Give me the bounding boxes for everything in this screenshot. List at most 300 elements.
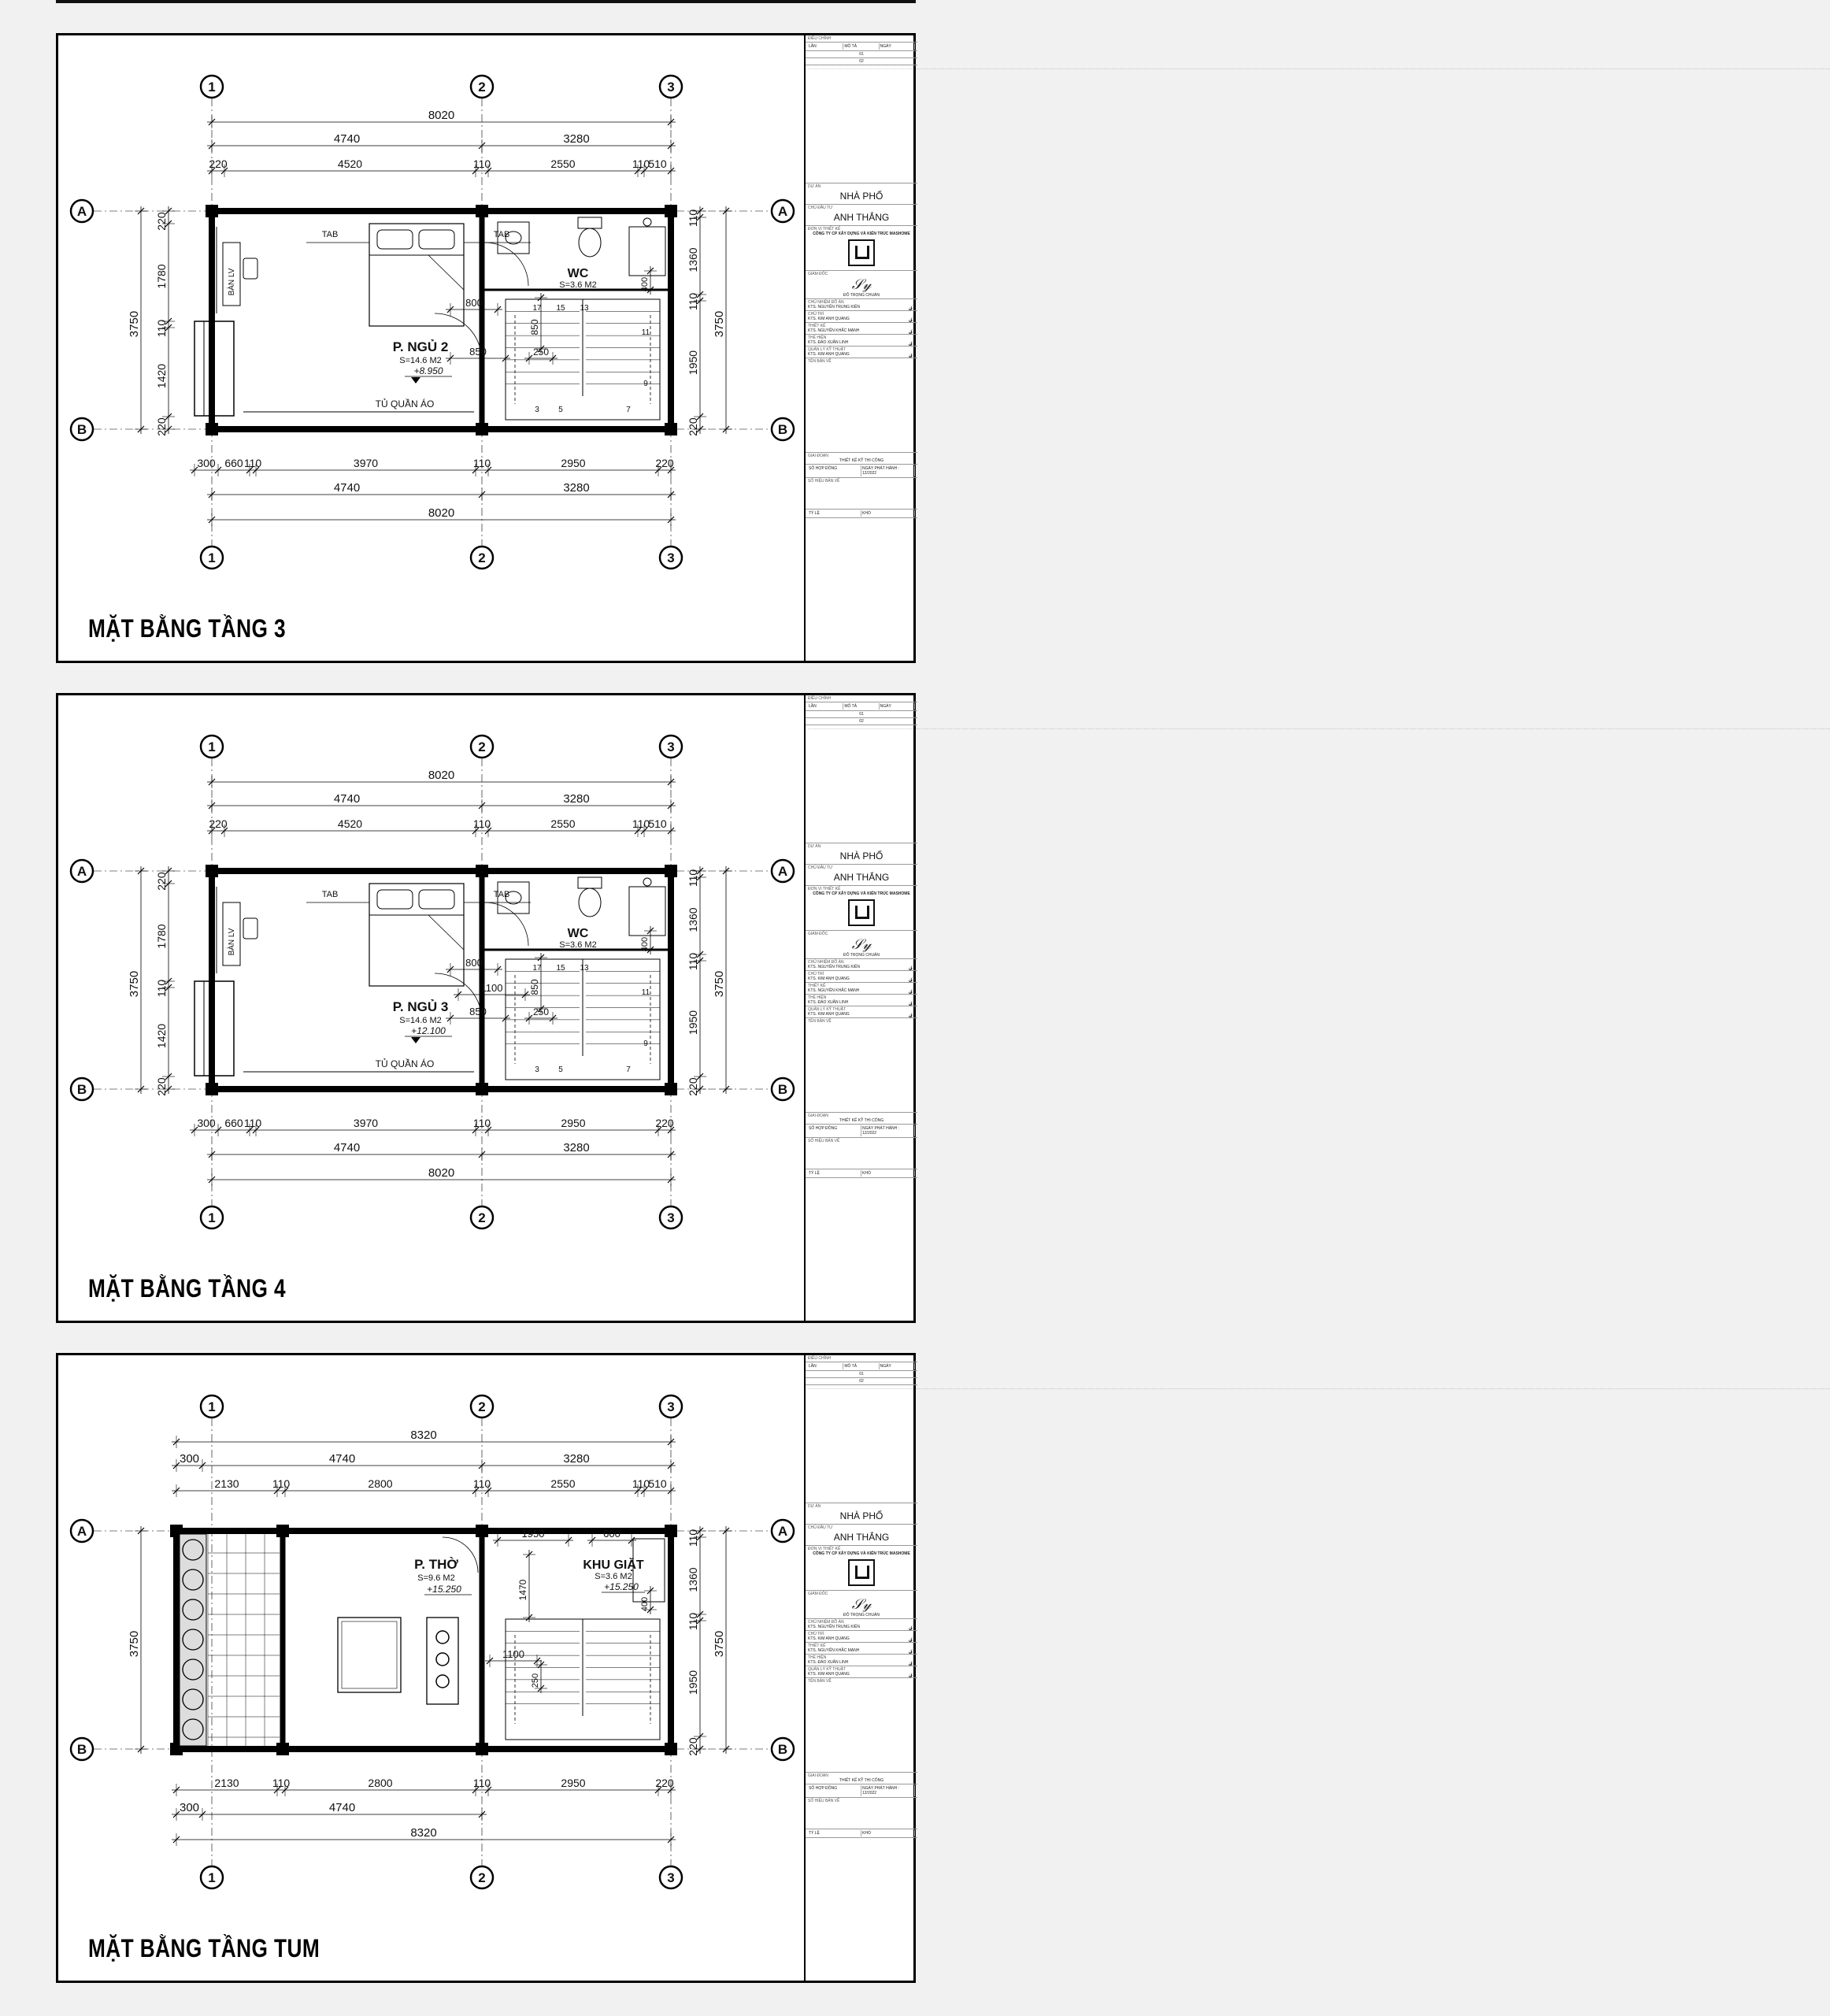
dimension-label: 2950 [561,457,586,469]
dimension-label: 3970 [353,457,379,469]
role-name: KTS. KIM ANH QUANG [808,352,850,357]
dimension-label: 110 [687,1529,699,1547]
dimension-label: 110 [687,1612,699,1631]
dimension-label: 800 [465,957,483,969]
role-label: QUẢN LÝ KỸ THUẬT [808,347,846,352]
dimension-label: 850 [469,1006,487,1017]
drawing-label: TÊN BẢN VẼ [808,359,832,364]
column [206,1083,218,1095]
role-name: KTS. NGUYỄN KHẮC MẠNH [808,988,860,993]
role-label: CHỦ TRÌ [808,972,824,976]
dimension-label: 1950 [687,1670,699,1695]
dimension-label: 4740 [333,481,361,495]
role-name: KTS. NGUYỄN KHẮC MẠNH [808,328,860,333]
stage-value: THIẾT KẾ KỸ THI CÔNG [839,1118,884,1123]
dimension-label: 1950 [687,1010,699,1036]
signature-icon: 𝓈 [908,984,913,997]
role-name: KTS. KIM ANH QUANG [808,317,850,321]
sheet-label: KHỔ [861,510,915,517]
dimension-label: 300 [179,1801,200,1814]
dimension-label: 3280 [563,792,590,806]
level-marker-icon [411,377,420,384]
role-name: KTS. NGUYỄN TRUNG KIÊN [808,305,861,309]
dimension-label: 3750 [128,310,141,338]
stair-number: 11 [641,328,650,337]
contract-label: SỐ HỢP ĐỒNG [808,1785,861,1796]
role-name: KTS. ĐÀO XUÂN LINH [808,1000,849,1005]
owner-label: CHỦ ĐẦU TƯ [808,206,833,210]
stair-number: 15 [556,304,565,313]
dimension-label: 220 [655,1777,674,1789]
revision-label: ĐIỀU CHỈNH [806,1355,917,1362]
shower-head [643,878,651,886]
bed-fold [428,255,464,290]
incense-icon [436,1653,449,1666]
column [206,205,218,217]
incense-icon [436,1675,449,1688]
company-name: CÔNG TY CP XÂY DỰNG VÀ KIẾN TRÚC MASHOME [813,891,910,896]
issue-date: NGÀY PHÁT HÀNH : 12/2022 [861,465,915,476]
role-name: KTS. KIM ANH QUANG [808,1672,850,1677]
contract-label: SỐ HỢP ĐỒNG [808,1125,861,1136]
sheetno-label: SỐ HIỆU BẢN VẼ [808,479,840,484]
dimension-label: 220 [209,817,228,830]
stage-value: THIẾT KẾ KỸ THI CÔNG [839,458,884,463]
wc-name: WC [567,927,589,940]
stair-number: 3 [535,406,539,414]
dimension-label: 1780 [155,264,168,289]
dimension-label: 2550 [550,817,576,830]
rev-row: 02 [806,718,917,725]
dimension-label: 220 [687,1077,699,1096]
project-name: NHÀ PHỐ [839,1510,884,1521]
stair-number: 5 [558,406,563,414]
dimension-label: 300 [197,457,216,469]
column [276,1525,289,1537]
sheet-floor-3 [56,33,1830,663]
axis-label: 1 [208,550,216,565]
dimension-label: 1470 [517,1579,528,1601]
desk-label: BÀN LV [228,268,236,296]
desk-label: BÀN LV [228,928,236,956]
dimension-label: 110 [243,1117,262,1129]
axis-label: A [76,1524,87,1539]
role-label: THỂ HIỆN [808,335,827,340]
stair-number: 17 [532,304,542,313]
rev-row: 01 [806,51,917,58]
role-label: CHỦ NHIỆM ĐỒ ÁN [808,300,844,305]
axis-label: B [76,1742,87,1757]
dimension-label: 400 [640,936,650,952]
dimension-label: 1950 [521,1528,545,1540]
room-area: S=14.6 M2 [399,1016,442,1025]
dimension-label: 1100 [480,982,503,994]
plan-title: MẶT BẰNG TẦNG 3 [88,614,287,643]
sheet-floor-4 [56,693,1830,1323]
director-label: GIÁM ĐỐC [808,932,828,936]
dimension-label: 3280 [563,132,590,146]
pillow [419,890,454,909]
rev-row: 01 [806,1371,917,1378]
issue-date: NGÀY PHÁT HÀNH : 12/2022 [861,1125,915,1136]
exterior-wall [212,871,671,1089]
notes-block: ................................................................................................................................................................................................................................................................................................................................................................................................................................................................................................................................................................................................................................................................................................................................................................................................................................................................................................................................................................................................................................................................................................................................................................................................................ [806,65,917,183]
signature-icon: 𝒮𝓎 [851,276,872,293]
title-block [804,35,1830,661]
column [476,423,488,435]
role-label: QUẢN LÝ KỸ THUẬT [808,1667,846,1672]
rev-col: NGÀY [880,703,915,710]
column [476,1743,488,1755]
side-table-label: TAB [321,230,339,239]
axis-label: B [76,1082,87,1097]
project-label: DỰ ÁN [808,184,821,189]
bed-fold [428,915,464,950]
dimension-label: 510 [648,1477,667,1490]
column [276,1743,289,1755]
room-level: +8.950 [413,365,443,376]
dimension-label: 110 [687,209,699,228]
designer-label: ĐƠN VỊ THIẾT KẾ [808,887,841,891]
dimension-label: 220 [655,457,674,469]
dimension-label: 4740 [328,1801,356,1814]
side-table-label: TAB [493,890,510,899]
role-name: KTS. KIM ANH QUANG [808,1012,850,1017]
ratio-label: TỶ LỆ [808,1170,861,1177]
rev-col: MÔ TẢ [843,1363,879,1369]
dimension-label: 4520 [337,817,363,830]
signature-icon: 𝓈 [908,1668,913,1681]
notes-block: ................................................................................................................................................................................................................................................................................................................................................................................................................................................................................................................................................................................................................................................................................................................................................................................................................................................................................................................................................................................................................................................................................................................................................................................................................ [806,1385,917,1503]
project-label: DỰ ÁN [808,844,821,849]
pillow [419,230,454,249]
axis-label: 2 [478,739,486,754]
role-row [806,1643,917,1655]
floor-plan-drawing [58,1355,913,1981]
stage-label: GIAI ĐOẠN [808,1773,828,1778]
stair-number: 9 [643,1040,648,1048]
dimension-label: 800 [465,297,483,309]
role-row [806,346,917,361]
role-row [806,1619,917,1631]
wc-area: S=3.6 M2 [559,280,597,290]
signature-icon: 𝒮𝓎 [851,936,872,953]
planter [180,1534,206,1746]
dimension-label: 2130 [214,1777,239,1789]
rev-col: MÔ TẢ [843,703,879,710]
director-name: ĐỖ TRỌNG CHUẨN [843,293,880,298]
sheet-floor-tum [56,1353,1830,1983]
role-row [806,335,917,349]
pillow [377,890,413,909]
role-row [806,959,917,971]
axis-label: 3 [667,1399,675,1414]
axis-label: 3 [667,1210,675,1225]
signature-icon: 𝓈 [908,961,913,973]
axis-label: A [777,1524,788,1539]
dimension-label: 1360 [687,247,699,272]
axis-label: B [76,422,87,437]
stair-number: 7 [626,1065,631,1074]
project-label: DỰ ÁN [808,1504,821,1509]
issue-date: NGÀY PHÁT HÀNH : 12/2022 [861,1785,915,1796]
signature-icon: 𝓈 [908,324,913,337]
dimension-label: 4740 [328,1452,356,1466]
dimension-label: 8320 [410,1826,437,1840]
dimension-label: 3280 [563,481,590,495]
side-table-label: TAB [321,890,339,899]
company-logo-icon [848,1559,875,1586]
role-row [806,1666,917,1681]
column [206,423,218,435]
axis-label: A [777,864,788,879]
revision-label: ĐIỀU CHỈNH [806,35,917,43]
column [665,205,677,217]
dimension-label: 3970 [353,1117,379,1129]
axis-label: 2 [478,1210,486,1225]
wc-area: S=3.6 M2 [559,940,597,950]
role-row [806,299,917,311]
chair [243,258,257,279]
column [665,1525,677,1537]
dimension-label: 110 [472,1117,491,1129]
axis-label: 2 [478,80,486,94]
dimension-label: 300 [197,1117,216,1129]
stage-value: THIẾT KẾ KỸ THI CÔNG [839,1778,884,1783]
laundry-area: S=3.6 M2 [595,1572,632,1581]
dimension-label: 600 [603,1528,620,1540]
role-name: KTS. KIM ANH QUANG [808,1636,850,1641]
axis-label: B [777,1082,788,1097]
dimension-label: 110 [243,457,262,469]
contract-label: SỐ HỢP ĐỒNG [808,465,861,476]
axis-label: A [76,204,87,219]
sheet-label: KHỔ [861,1830,915,1836]
dimension-label: 220 [155,1077,168,1096]
signature-icon: 𝓈 [908,313,913,325]
stair-number: 9 [643,380,648,388]
director-name: ĐỖ TRỌNG CHUẨN [843,1613,880,1618]
room-area: S=14.6 M2 [399,356,442,365]
room-level: +12.100 [411,1025,446,1036]
owner-label: CHỦ ĐẦU TƯ [808,865,833,870]
axis-label: 3 [667,1870,675,1885]
shower [629,227,665,276]
role-label: THIẾT KẾ [808,1644,826,1648]
axis-label: A [777,204,788,219]
dimension-label: 1420 [155,363,168,389]
room-level: +15.250 [427,1584,461,1595]
role-name: KTS. NGUYỄN TRUNG KIÊN [808,1625,861,1629]
dimension-label: 110 [155,319,168,338]
axis-label: A [76,864,87,879]
column [476,1083,488,1095]
dimension-label: 110 [632,1477,650,1490]
dimension-label: 110 [272,1777,291,1789]
dimension-label: 4740 [333,1141,361,1154]
director-name: ĐỖ TRỌNG CHUẨN [843,953,880,958]
designer-label: ĐƠN VỊ THIẾT KẾ [808,227,841,232]
dimension-label: 110 [472,817,491,830]
side-table-label: TAB [493,230,510,239]
dimension-label: 110 [272,1477,291,1490]
dimension-label: 8020 [428,109,455,122]
dimension-label: 110 [472,1777,491,1789]
signature-icon: 𝓈 [908,1632,913,1645]
role-row [806,971,917,983]
signature-icon: 𝓈 [908,1656,913,1669]
dimension-label: 510 [648,158,667,170]
stair-number: 15 [556,964,565,973]
axis-label: 1 [208,80,216,94]
dimension-label: 1950 [687,350,699,376]
laundry-level: +15.250 [604,1581,639,1592]
company-name: CÔNG TY CP XÂY DỰNG VÀ KIẾN TRÚC MASHOME [813,1551,910,1556]
dimension-label: 1420 [155,1023,168,1049]
dimension-label: 3750 [713,970,726,998]
dimension-label: 3750 [128,970,141,998]
signature-icon: 𝓈 [908,301,913,313]
plan-title: MẶT BẰNG TẦNG 4 [88,1274,287,1303]
signature-icon: 𝓈 [908,973,913,985]
altar-table-inner [342,1621,397,1688]
axis-label: 3 [667,739,675,754]
dimension-label: 300 [179,1452,200,1466]
chair [243,918,257,939]
shower-head [643,218,651,226]
stair-number: 13 [580,964,589,973]
owner-label: CHỦ ĐẦU TƯ [808,1525,833,1530]
door-swing [485,243,528,286]
wardrobe-label: TỦ QUẦN ÁO [375,398,435,410]
signature-icon: 𝓈 [908,348,913,361]
dimension-label: 110 [632,817,650,830]
role-label: CHỦ NHIỆM ĐỒ ÁN [808,1620,844,1625]
owner-name: ANH THẮNG [833,212,890,223]
signature-icon: 𝓈 [908,1008,913,1021]
role-name: KTS. ĐÀO XUÂN LINH [808,1660,849,1665]
company-name: CÔNG TY CP XÂY DỰNG VÀ KIẾN TRÚC MASHOME [813,232,910,236]
dimension-label: 850 [529,319,540,335]
dimension-label: 8020 [428,769,455,782]
dimension-label: 850 [469,346,487,358]
wardrobe-label: TỦ QUẦN ÁO [375,1058,435,1069]
director-label: GIÁM ĐỐC [808,1592,828,1596]
rev-col: LẦN [808,1363,843,1369]
axis-label: 1 [208,1210,216,1225]
role-label: QUẢN LÝ KỸ THUẬT [808,1007,846,1012]
axis-label: 3 [667,80,675,94]
title-block [804,695,1830,1321]
sheetno-label: SỐ HIỆU BẢN VẼ [808,1139,840,1143]
altar-table [338,1618,401,1692]
rev-col: NGÀY [880,43,915,50]
stair-number: 5 [558,1065,563,1074]
axis-label: B [777,422,788,437]
laundry-name: KHU GIẶT [583,1558,644,1572]
stage-label: GIAI ĐOẠN [808,1114,828,1118]
dimension-label: 8320 [410,1429,437,1442]
dimension-label: 850 [529,979,540,995]
column [476,1525,488,1537]
dimension-label: 220 [655,1117,674,1129]
dimension-label: 220 [687,417,699,436]
shower [629,887,665,936]
dimension-label: 2550 [550,158,576,170]
dimension-label: 2550 [550,1477,576,1490]
stair-number: 3 [535,1065,539,1074]
signature-icon: 𝒮𝓎 [851,1596,872,1613]
dimension-label: 1100 [502,1648,524,1660]
stair-number: 7 [626,406,631,414]
sheet-label: KHỔ [861,1170,915,1177]
dimension-label: 220 [155,212,168,231]
dimension-label: 1360 [687,907,699,932]
dimension-label: 110 [472,457,491,469]
dimension-label: 4520 [337,158,363,170]
role-row [806,983,917,995]
role-label: THIẾT KẾ [808,984,826,988]
floor-plan-drawing [58,35,913,661]
dimension-label: 110 [687,292,699,311]
axis-label: 3 [667,550,675,565]
dimension-label: 1780 [155,924,168,949]
role-name: KTS. NGUYỄN TRUNG KIÊN [808,965,861,969]
axis-label: 2 [478,1399,486,1414]
plan-title: MẶT BẰNG TẦNG TUM [88,1934,320,1962]
drawing-label: TÊN BẢN VẼ [808,1019,832,1024]
level-marker-icon [411,1037,420,1043]
dimension-label: 3750 [713,1630,726,1658]
dimension-label: 2800 [368,1777,393,1789]
rev-row: 02 [806,1378,917,1385]
axis-label: 2 [478,550,486,565]
designer-label: ĐƠN VỊ THIẾT KẾ [808,1547,841,1551]
axis-label: 1 [208,739,216,754]
project-name: NHÀ PHỐ [839,850,884,862]
drawing-label: TÊN BẢN VẼ [808,1679,832,1684]
toilet-bowl [579,228,601,257]
floor-plan-drawing [58,695,913,1321]
dimension-label: 3280 [563,1141,590,1154]
title-block [804,1355,1830,1981]
dimension-label: 220 [209,158,228,170]
room-name: P. NGỦ 2 [392,339,449,354]
stair-number: 17 [532,964,542,973]
rev-col: LẦN [808,43,843,50]
axis-label: 1 [208,1870,216,1885]
previous-sheet-edge [56,0,916,3]
column [665,1083,677,1095]
company-logo-icon [848,899,875,926]
dimension-label: 110 [472,1477,491,1490]
column [476,865,488,877]
dimension-label: 220 [687,1737,699,1756]
owner-name: ANH THẮNG [833,872,890,883]
rev-col: NGÀY [880,1363,915,1369]
role-label: CHỦ TRÌ [808,312,824,317]
stair-number: 13 [580,304,589,313]
dimension-label: 110 [155,979,168,998]
role-row [806,1631,917,1643]
role-label: CHỦ NHIỆM ĐỒ ÁN [808,960,844,965]
project-name: NHÀ PHỐ [839,191,884,202]
dimension-label: 8020 [428,506,455,520]
role-label: THỂ HIỆN [808,995,827,1000]
role-row [806,995,917,1009]
role-name: KTS. NGUYỄN KHẮC MẠNH [808,1648,860,1653]
dimension-label: 3750 [128,1630,141,1658]
